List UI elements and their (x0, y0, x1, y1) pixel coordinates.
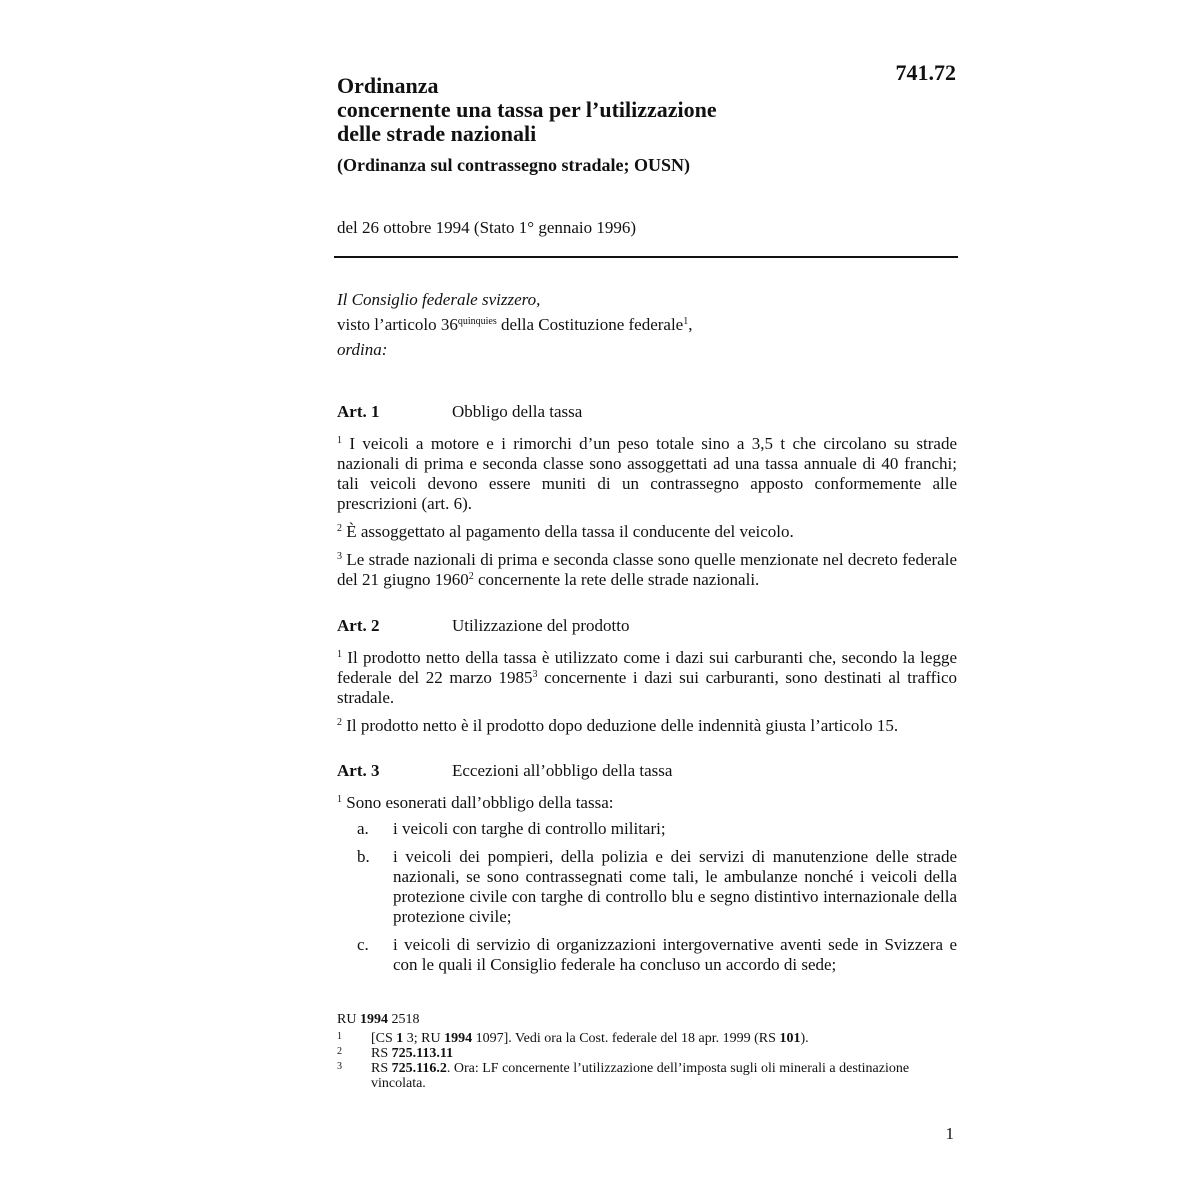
footnote-3 (337, 1061, 957, 1091)
preamble (337, 287, 957, 362)
document-number: 741.72 (895, 60, 956, 85)
article-number: Art. 3 (337, 761, 380, 780)
paragraph-text: concernente i dazi sui carburanti, sono destinati al traffico stradale. (337, 668, 957, 707)
list-item-text: i veicoli di servizio di organizzazioni intergovernative aventi sede in Svizzera e con le quali il Consiglio federale ha concluso un accordo di sede; (393, 935, 957, 974)
paragraph-text: Il prodotto netto della tassa è utilizzato come i dazi sui carburanti che, secondo la legge federale del 22 marzo 1985 (337, 648, 957, 687)
paragraph-number: 2 (337, 717, 342, 728)
ru-year: 1994 (359, 1012, 388, 1027)
footnote-mark: 2 (337, 1046, 342, 1057)
title-line: concernente una tassa per l’utilizzazione (337, 97, 717, 122)
article-1 (337, 400, 957, 590)
list-item-letter: a. (357, 819, 369, 838)
list-item (337, 935, 957, 975)
footnote-text: [CS 1 3; RU 1994 1097]. Vedi ora la Cost. federale del 18 apr. 1999 (RS 101). (371, 1031, 809, 1046)
footnote-mark: 3 (337, 1061, 342, 1072)
article-title: Eccezioni all’obbligo della tassa (452, 761, 673, 780)
paragraph-text: concernente la rete delle strade nazionali. (473, 570, 760, 589)
footnotes (337, 1012, 957, 1091)
article-heading (337, 400, 957, 426)
exemption-list (337, 819, 957, 975)
paragraph-number: 3 (337, 551, 342, 562)
footnote-2 (337, 1046, 957, 1061)
paragraph-text: È assoggettato al pagamento della tassa il conducente del veicolo. (342, 522, 794, 541)
article-title: Obbligo della tassa (452, 402, 583, 421)
list-item-text: i veicoli dei pompieri, della polizia e dei servizi di manutenzione delle strade nazionali, se sono contrassegnati come tali, le ambulanze nonché i veicoli della protezione civile con targhe di controllo blu e segno distintivo internazionale della protezione civile; (393, 847, 957, 926)
footnote-mark: 1 (337, 1031, 342, 1042)
footnote-text: RS 725.113.11 (371, 1046, 454, 1061)
horizontal-rule (334, 256, 958, 258)
list-item (337, 819, 957, 839)
document-date: del 26 ottobre 1994 (Stato 1° gennaio 1996) (337, 218, 637, 237)
footnote-ref[interactable]: 1 (683, 316, 689, 327)
paragraph (337, 648, 957, 708)
paragraph-text: Sono esonerati dall’obbligo della tassa: (342, 793, 614, 812)
list-item-letter: b. (357, 847, 370, 866)
paragraph-text: Le strade nazionali di prima e seconda classe sono quelle menzionate nel decreto federale del 21 giugno 1960 (337, 550, 957, 589)
page-number: 1 (945, 1124, 954, 1143)
paragraph-number: 1 (337, 435, 342, 446)
document-subtitle: (Ordinanza sul contrassegno stradale; OUSN) (337, 155, 691, 175)
article-title: Utilizzazione del prodotto (452, 616, 630, 635)
paragraph (337, 716, 957, 736)
document-title (337, 74, 857, 146)
preamble-basis-text: , (688, 315, 693, 334)
title-line: delle strade nazionali (337, 121, 537, 146)
preamble-authority: Il Consiglio federale svizzero, (337, 290, 541, 309)
paragraph-text: Il prodotto netto è il prodotto dopo deduzione delle indennità giusta l’articolo 15. (342, 716, 899, 735)
footnote-ref[interactable]: 3 (532, 669, 538, 680)
article-heading (337, 759, 957, 785)
paragraph-number: 1 (337, 794, 342, 805)
article-heading (337, 614, 957, 640)
preamble-ordina: ordina: (337, 340, 388, 359)
article-2 (337, 614, 957, 736)
paragraph (337, 522, 957, 542)
preamble-basis-text: visto l’articolo 36 (337, 315, 458, 334)
list-item-letter: c. (357, 935, 369, 954)
footnote-ref[interactable]: 2 (468, 571, 474, 582)
preamble-basis (337, 312, 957, 337)
ru-text: RU (337, 1012, 360, 1027)
superscript: quinquies (457, 316, 497, 327)
official-compilation-ref (337, 1012, 957, 1027)
paragraph-number: 2 (337, 523, 342, 534)
footnote-1 (337, 1031, 957, 1046)
paragraph (337, 793, 957, 813)
title-line: Ordinanza (337, 73, 439, 98)
paragraph (337, 434, 957, 514)
list-item-text: i veicoli con targhe di controllo militari; (393, 819, 666, 838)
article-3 (337, 759, 957, 975)
footnote-text: RS 725.116.2. Ora: LF concernente l’utilizzazione dell’imposta sugli oli minerali a destinazione vincolata. (371, 1061, 910, 1091)
list-item (337, 847, 957, 927)
article-number: Art. 2 (337, 616, 380, 635)
article-number: Art. 1 (337, 402, 380, 421)
ru-page: 2518 (387, 1012, 420, 1027)
paragraph-text: I veicoli a motore e i rimorchi d’un peso totale sino a 3,5 t che circolano su strade nazionali di prima e seconda classe sono assoggettati ad una tassa annuale di 40 franchi; tali veicoli devono essere muniti di un contrassegno apposto conformemente alle prescrizioni (art. 6). (337, 434, 957, 513)
paragraph (337, 550, 957, 590)
preamble-basis-text: della Costituzione federale (496, 315, 684, 334)
paragraph-number: 1 (337, 649, 342, 660)
